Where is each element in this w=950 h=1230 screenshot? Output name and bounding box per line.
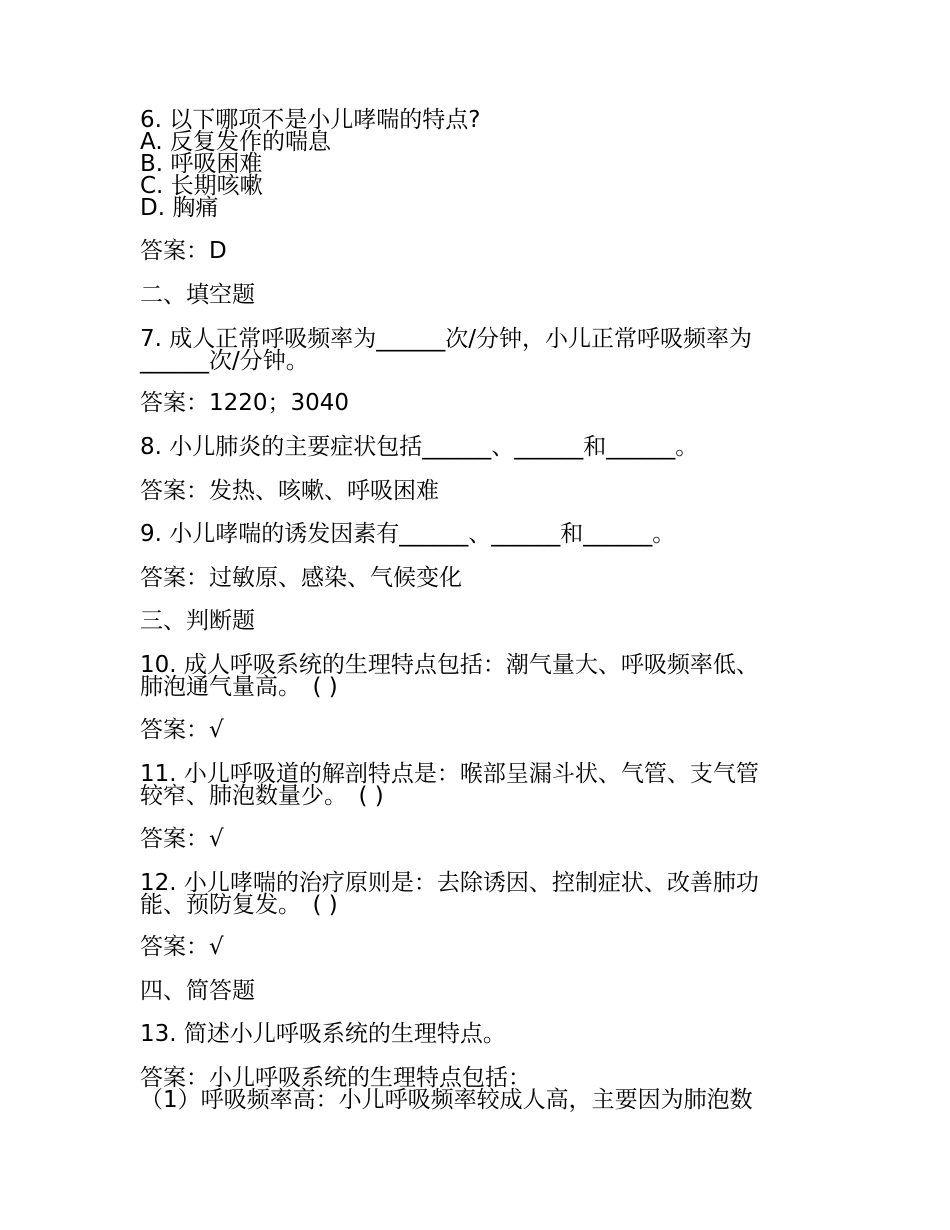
- question-11-stem-line-1: 11. 小儿呼吸道的解剖特点是：喉部呈漏斗状、气管、支气管: [140, 761, 759, 787]
- section-title-true-false: 三、判断题: [140, 608, 255, 634]
- question-12-stem-line-1: 12. 小儿哮喘的治疗原则是：去除诱因、控制症状、改善肺功: [140, 870, 759, 896]
- section-title-fill-in: 二、填空题: [140, 282, 255, 308]
- question-7-stem-line-2: ______次/分钟。: [140, 348, 309, 374]
- question-13-stem: 13. 简述小儿呼吸系统的生理特点。: [140, 1021, 506, 1047]
- question-10-stem-line-1: 10. 成人呼吸系统的生理特点包括：潮气量大、呼吸频率低、: [140, 652, 759, 678]
- question-10-answer: 答案：√: [140, 717, 224, 743]
- question-7-answer: 答案：1220；3040: [140, 390, 350, 416]
- question-8-stem: 8. 小儿肺炎的主要症状包括______、______和______。: [140, 434, 699, 460]
- question-6-option-a: A. 反复发作的喘息: [140, 129, 331, 155]
- question-7-stem-line-1: 7. 成人正常呼吸频率为______次/分钟，小儿正常呼吸频率为: [140, 326, 753, 352]
- question-6-option-c: C. 长期咳嗽: [140, 173, 263, 199]
- question-10-stem-line-2: 肺泡通气量高。 ( ): [140, 674, 338, 700]
- question-6-option-d: D. 胸痛: [140, 195, 219, 221]
- question-8-answer: 答案：发热、咳嗽、呼吸困难: [140, 478, 439, 504]
- question-6-option-b: B. 呼吸困难: [140, 151, 263, 177]
- question-9-stem: 9. 小儿哮喘的诱发因素有______、______和______。: [140, 521, 676, 547]
- question-12-stem-line-2: 能、预防复发。 ( ): [140, 892, 338, 918]
- question-9-answer: 答案：过敏原、感染、气候变化: [140, 565, 462, 591]
- section-title-short-answer: 四、简答题: [140, 978, 255, 1004]
- question-13-answer-line-1: 答案：小儿呼吸系统的生理特点包括：: [140, 1065, 531, 1091]
- question-12-answer: 答案：√: [140, 934, 224, 960]
- question-6-stem: 6. 以下哪项不是小儿哮喘的特点?: [140, 107, 481, 133]
- question-6-answer: 答案：D: [140, 238, 227, 264]
- question-13-answer-line-2: （1）呼吸频率高：小儿呼吸频率较成人高，主要因为肺泡数: [140, 1087, 753, 1113]
- question-11-stem-line-2: 较窄、肺泡数量少。 ( ): [140, 783, 384, 809]
- question-11-answer: 答案：√: [140, 826, 224, 852]
